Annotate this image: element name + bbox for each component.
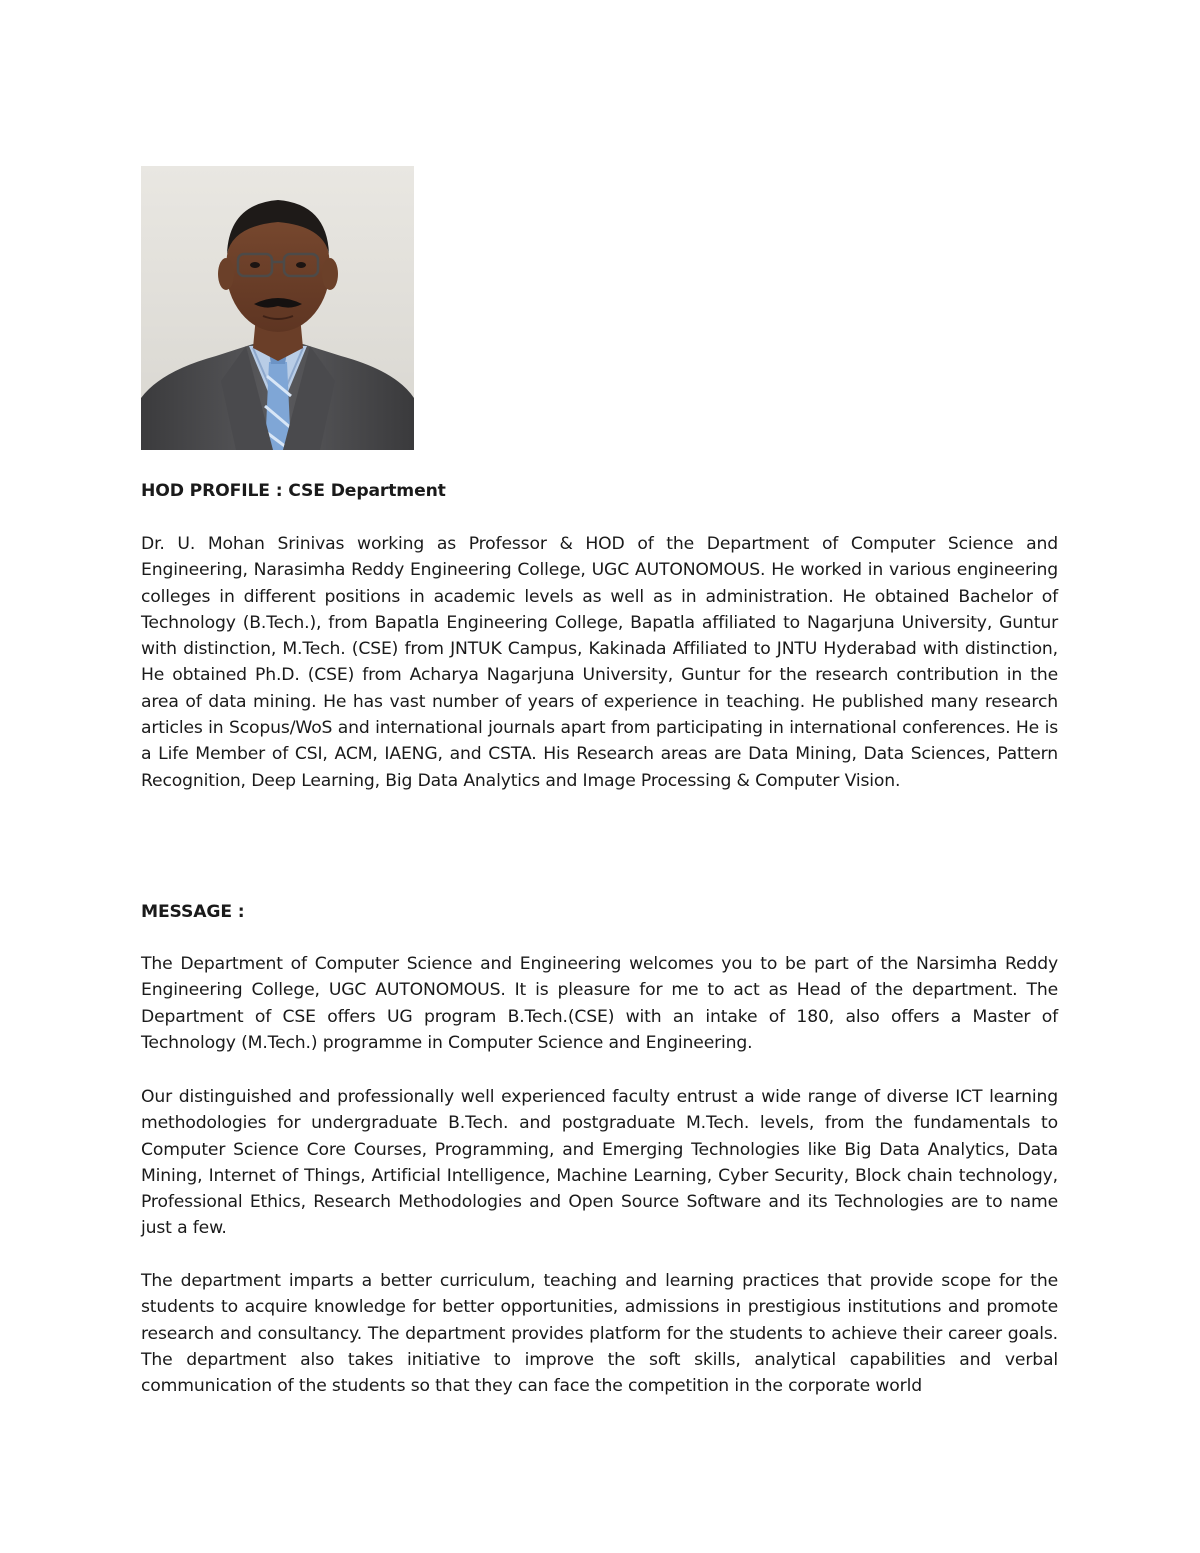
profile-heading: HOD PROFILE : CSE Department: [141, 481, 446, 501]
message-heading: MESSAGE :: [141, 902, 245, 922]
portrait-photo-icon: [141, 166, 414, 450]
message-paragraph: The department imparts a better curriculum, teaching and learning practices that provide scope for the students to acquire knowledge for better opportunities, admissions in prestigious institutions and promote research and consultancy. The department provides platform for the students to achieve their career goals. The department also takes initiative to improve the soft skills, analytical capabilities and verbal communication of the students so that they can face the competition in the corporate world: [141, 1271, 1058, 1397]
message-paragraph: The Department of Computer Science and Engineering welcomes you to be part of the Narsimha Reddy Engineering College, UGC AUTONOMOUS. It is pleasure for me to act as Head of the department. The Department of CSE offers UG program B.Tech.(CSE) with an intake of 180, also offers a Master of Technology (M.Tech.) programme in Computer Science and Engineering.: [141, 954, 1058, 1053]
profile-paragraph: Dr. U. Mohan Srinivas working as Professor & HOD of the Department of Computer Science and Engineering, Narasimha Reddy Engineering College, UGC AUTONOMOUS. He worked in various engineering colleges in different positions in academic levels as well as in administration. He obtained Bachelor of Technology (B.Tech.), from Bapatla Engineering College, Bapatla affiliated to Nagarjuna University, Guntur with distinction, M.Tech. (CSE) from JNTUK Campus, Kakinada Affiliated to JNTU Hyderabad with distinction, He obtained Ph.D. (CSE) from Acharya Nagarjuna University, Guntur for the research contribution in the area of data mining. He has vast number of years of experience in teaching. He published many research articles in Scopus/WoS and international journals apart from participating in international conferences. He is a Life Member of CSI, ACM, IAENG, and CSTA. His Research areas are Data Mining, Data Sciences, Pattern Recognition, Deep Learning, Big Data Analytics and Image Processing & Computer Vision.: [141, 534, 1058, 791]
hod-portrait-photo: [141, 166, 414, 450]
message-paragraph: Our distinguished and professionally well experienced faculty entrust a wide range of diverse ICT learning methodologies for undergraduate B.Tech. and postgraduate M.Tech. levels, from the fundamentals to Computer Science Core Courses, Programming, and Emerging Technologies like Big Data Analytics, Data Mining, Internet of Things, Artificial Intelligence, Machine Learning, Cyber Security, Block chain technology, Professional Ethics, Research Methodologies and Open Source Software and its Technologies are to name just a few.: [141, 1087, 1058, 1239]
